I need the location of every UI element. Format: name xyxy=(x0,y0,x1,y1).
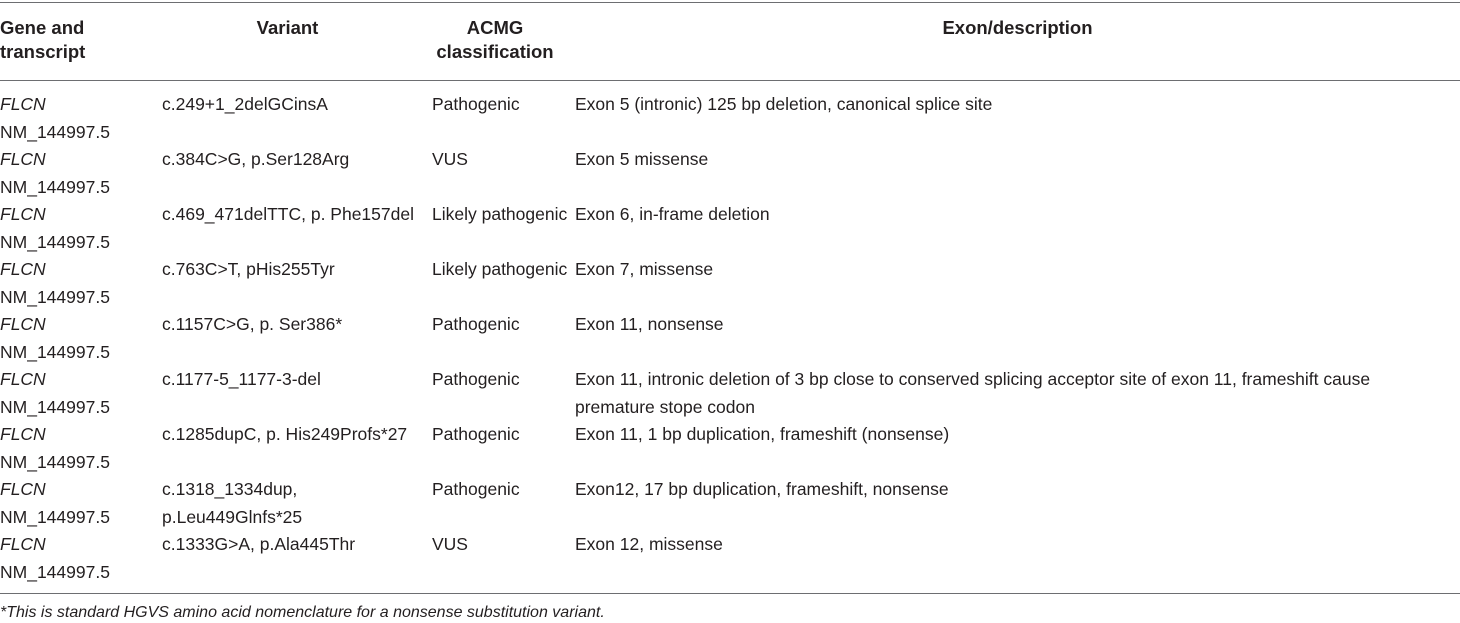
gene-transcript-cell xyxy=(0,366,145,421)
transcript-id: NM_144997.5 xyxy=(0,561,110,582)
acmg-cell: Likely pathogenic xyxy=(432,204,568,224)
description-cell: Exon 5 (intronic) 125 bp deletion, canonical splice site xyxy=(575,94,993,114)
table-row xyxy=(0,366,1460,421)
acmg-cell: Pathogenic xyxy=(432,369,520,389)
gene-transcript-cell xyxy=(0,476,145,531)
description-cell: Exon 5 missense xyxy=(575,149,709,169)
gene-transcript-cell xyxy=(0,311,145,366)
table-row xyxy=(0,421,1460,476)
acmg-cell: Pathogenic xyxy=(432,424,520,444)
description-cell: Exon 6, in-frame deletion xyxy=(575,204,770,224)
transcript-id: NM_144997.5 xyxy=(0,396,110,417)
gene-transcript-cell xyxy=(0,531,145,586)
variant-cell: c.763C>T, pHis255Tyr xyxy=(162,259,335,279)
table-bottom-rule xyxy=(0,593,1460,594)
variant-cell: c.249+1_2delGCinsA xyxy=(162,94,328,114)
description-cell: Exon 7, missense xyxy=(575,259,714,279)
header-acmg-classification: ACMG classification xyxy=(436,17,554,62)
gene-transcript-cell xyxy=(0,146,145,201)
variant-cell: c.1157C>G, p. Ser386* xyxy=(162,314,343,334)
variant-cell: c.1333G>A, p.Ala445Thr xyxy=(162,534,356,554)
acmg-cell: VUS xyxy=(432,534,468,554)
variant-cell: c.1177-5_1177-3-del xyxy=(162,369,321,389)
variant-cell: c.469_471delTTC, p. Phe157del xyxy=(162,204,414,224)
acmg-cell: Pathogenic xyxy=(432,94,520,114)
table-row xyxy=(0,311,1460,366)
acmg-cell: Pathogenic xyxy=(432,479,520,499)
gene-name: FLCN xyxy=(0,479,46,499)
gene-name: FLCN xyxy=(0,534,46,554)
gene-name: FLCN xyxy=(0,259,46,279)
table-row xyxy=(0,146,1460,201)
gene-transcript-cell xyxy=(0,201,145,256)
transcript-id: NM_144997.5 xyxy=(0,231,110,252)
gene-name: FLCN xyxy=(0,314,46,334)
acmg-cell: Likely pathogenic xyxy=(432,259,568,279)
table-footnote: *This is standard HGVS amino acid nomenclature for a nonsense substitution variant. xyxy=(0,604,605,621)
header-gene-transcript: Gene and transcript xyxy=(0,17,86,62)
description-cell: Exon 12, missense xyxy=(575,534,723,554)
acmg-cell: Pathogenic xyxy=(432,314,520,334)
transcript-id: NM_144997.5 xyxy=(0,286,110,307)
gene-transcript-cell xyxy=(0,91,145,146)
acmg-cell: VUS xyxy=(432,149,468,169)
description-cell: Exon12, 17 bp duplication, frameshift, nonsense xyxy=(575,479,949,499)
description-cell: Exon 11, 1 bp duplication, frameshift (nonsense) xyxy=(575,424,950,444)
gene-name: FLCN xyxy=(0,149,46,169)
variant-cell: c.1285dupC, p. His249Profs*27 xyxy=(162,424,408,444)
table-row xyxy=(0,256,1460,311)
table-header-rule xyxy=(0,80,1460,81)
variant-cell: c.384C>G, p.Ser128Arg xyxy=(162,149,350,169)
table-row xyxy=(0,201,1460,256)
gene-name: FLCN xyxy=(0,94,46,114)
table-row xyxy=(0,531,1460,586)
transcript-id: NM_144997.5 xyxy=(0,506,110,527)
transcript-id: NM_144997.5 xyxy=(0,176,110,197)
gene-name: FLCN xyxy=(0,204,46,224)
transcript-id: NM_144997.5 xyxy=(0,451,110,472)
table-body xyxy=(0,91,1460,586)
gene-name: FLCN xyxy=(0,424,46,444)
transcript-id: NM_144997.5 xyxy=(0,121,110,142)
table-row xyxy=(0,476,1460,531)
table-top-rule xyxy=(0,2,1460,3)
header-variant: Variant xyxy=(256,17,319,38)
variant-cell: c.1318_1334dup, p.Leu449Glnfs*25 xyxy=(162,479,303,527)
description-cell: Exon 11, intronic deletion of 3 bp close to conserved splicing acceptor site of exon 11, frameshift cause premature stope codon xyxy=(575,369,1371,417)
transcript-id: NM_144997.5 xyxy=(0,341,110,362)
table-row xyxy=(0,91,1460,146)
gene-name: FLCN xyxy=(0,369,46,389)
gene-transcript-cell xyxy=(0,421,145,476)
header-exon-description: Exon/description xyxy=(942,17,1093,38)
description-cell: Exon 11, nonsense xyxy=(575,314,724,334)
gene-transcript-cell xyxy=(0,256,145,311)
